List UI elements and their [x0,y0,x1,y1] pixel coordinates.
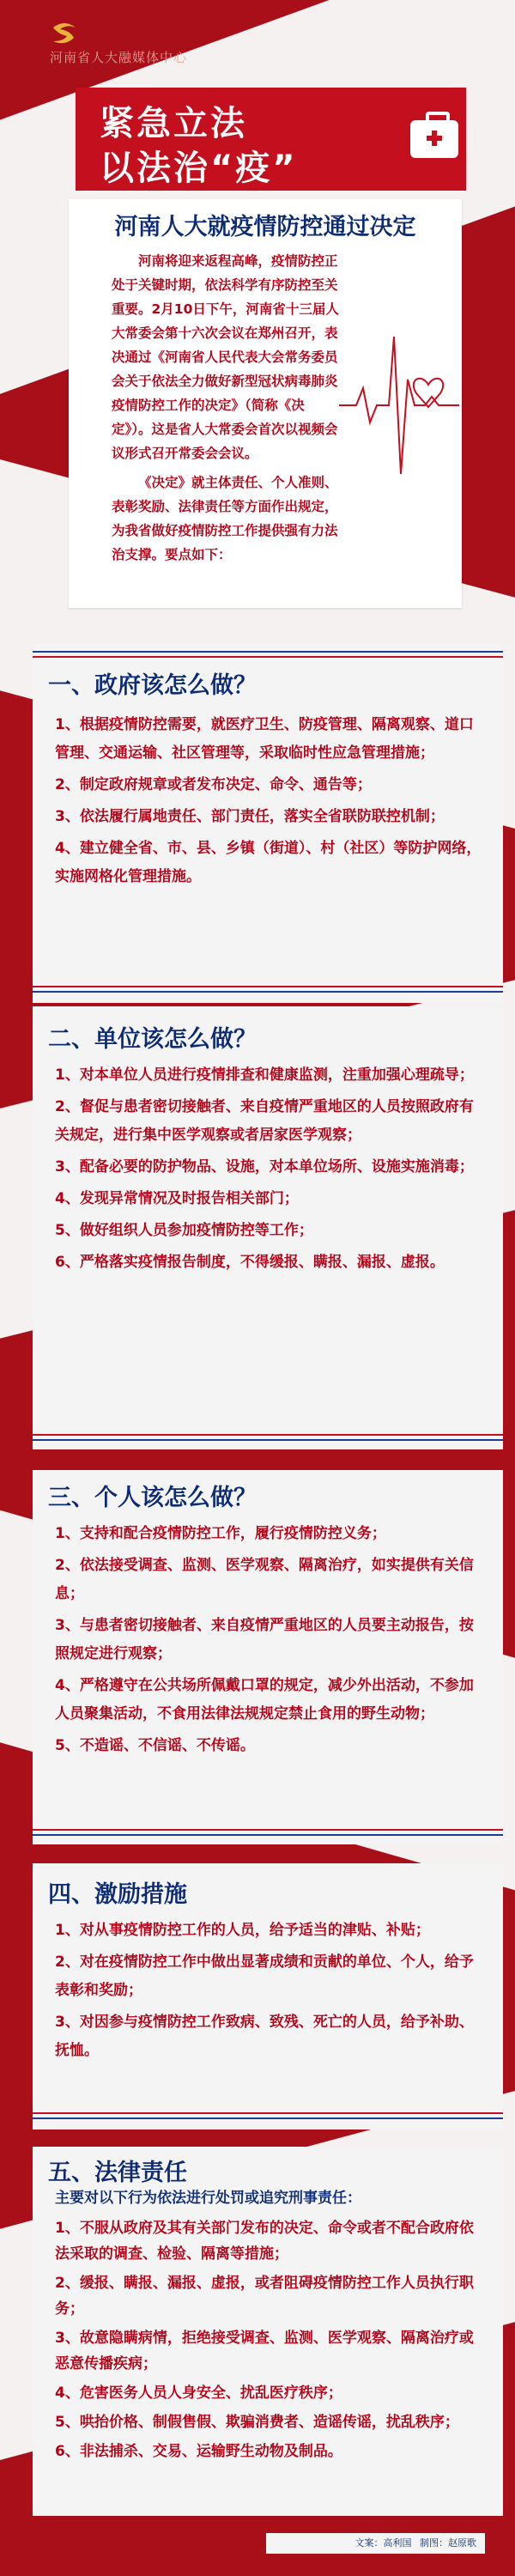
list-item: 2、缓报、瞒报、漏报、虚报，或者阻碍疫情防控工作人员执行职务； [55,2275,474,2318]
section-government [33,644,503,1003]
org-name: 河南省人大融媒体中心 [50,50,188,65]
list-item: 3、配备必要的防护物品、设施，对本单位场所、设施实施消毒； [55,1158,474,1176]
header [0,0,515,94]
headline-line2: 以法治“疫” [100,149,298,188]
design-credit: 制图：赵原歌 [420,2537,476,2549]
list-item: 1、对从事疫情防控工作的人员，给予适当的津贴、补贴； [55,1922,430,1939]
heartbeat-line-icon [339,302,459,500]
section-title: 三、个人该怎么做？ [48,1485,257,1511]
list-item: 3、依法履行属地责任、部门责任，落实全省联防联控机制； [55,808,445,825]
intro-body [112,249,339,572]
list-item: 5、不造谣、不信谣、不传谣。 [55,1737,255,1754]
intro-panel [69,199,462,608]
item-list [55,1520,482,1764]
list-item: 5、做好组织人员参加疫情防控等工作； [55,1222,313,1239]
list-item: 3、与患者密切接触者、来自疫情严重地区的人员要主动报告，按照规定进行观察； [55,1617,474,1662]
intro-title: 河南人大就疫情防控通过决定 [114,214,416,240]
section-legal-liability [33,2147,503,2516]
list-item: 3、对因参与疫情防控工作致病、致残、死亡的人员，给予补助、抚恤。 [55,2014,474,2059]
section-incentives [33,1863,503,2129]
list-item: 2、对在疫情防控工作中做出显著成绩和贡献的单位、个人，给予表彰和奖励； [55,1953,474,1999]
list-item: 5、哄抬价格、制假售假、欺骗消费者、造谣传谣，扰乱秩序； [55,2414,459,2431]
divider [33,1829,503,1831]
divider [33,986,503,987]
section-title: 一、政府该怎么做？ [48,672,257,699]
headline-line1: 紧急立法 [100,104,247,143]
list-item: 4、发现异常情况及时报告相关部门； [55,1190,299,1207]
list-item: 1、根据疫情防控需要，就医疗卫生、防疫管理、隔离观察、道口管理、交通运输、社区管理等，采取临时性应急管理措施； [55,716,474,762]
section-title: 四、激励措施 [48,1881,187,1908]
list-item: 2、督促与患者密切接触者、来自疫情严重地区的人员按照政府有关规定，进行集中医学观察或者居家医学观察； [55,1098,474,1144]
divider [33,2117,503,2119]
divider [33,2112,503,2114]
item-list [55,1917,482,2069]
item-list [55,2215,482,2468]
list-item: 2、依法接受调查、监测、医学观察、隔离治疗，如实提供有关信息； [55,1557,474,1602]
list-item: 2、制定政府规章或者发布决定、命令、通告等； [55,776,372,793]
divider [33,1434,503,1436]
medical-kit-icon [410,120,458,158]
intro-paragraph: 河南将迎来返程高峰，疫情防控正处于关键时期，依法科学有序防控至关重要。2月10日下午，河南省十三届人大常委会第十六次会议在郑州召开，表决通过《河南省人民代表大会常务委员会关于依法全力做好新型冠状病毒肺炎疫情防控工作的决定》（简称《决定》）。这是省人大常委会首次以视频会议形式召开常委会会议。 [112,253,339,461]
intro-paragraph: 《决定》就主体责任、个人准则、表彰奖励、法律责任等方面作出规定，为我省做好疫情防控工作提供强有力法治支撑。要点如下： [112,475,338,562]
text-credit: 文案：高利国 [354,2537,412,2549]
list-item: 1、不服从政府及其有关部门发布的决定、命令或者不配合政府依法采取的调查、检验、隔离等措施； [55,2220,474,2263]
hero-banner [76,88,466,191]
list-item: 4、危害医务人员人身安全、扰乱医疗秩序； [55,2385,342,2402]
list-item: 4、严格遵守在公共场所佩戴口罩的规定，减少外出活动，不参加人员聚集活动，不食用法律法规规定禁止食用的野生动物； [55,1677,474,1722]
list-item: 6、非法捕杀、交易、运输野生动物及制品。 [55,2443,342,2460]
section-title: 二、单位该怎么做？ [48,1026,257,1053]
divider [33,1834,503,1836]
divider [33,991,503,993]
section-units [33,1006,503,1449]
divider [33,656,503,658]
item-list [55,711,482,895]
list-item: 3、故意隐瞒病情，拒绝接受调查、监测、医学观察、隔离治疗或恶意传播疾病； [55,2330,474,2372]
org-logo-icon [50,21,79,46]
divider [33,1439,503,1441]
list-item: 6、严格落实疫情报告制度，不得缓报、瞒报、漏报、虚报。 [55,1254,445,1271]
list-item: 1、对本单位人员进行疫情排查和健康监测，注重加强心理疏导； [55,1066,474,1084]
list-item: 4、建立健全省、市、县、乡镇（街道）、村（社区）等防护网络，实施网格化管理措施。 [55,840,482,885]
divider [33,651,503,653]
list-item: 1、支持和配合疫情防控工作，履行疫情防控义务； [55,1525,386,1542]
section-individuals [33,1470,503,1844]
section-title: 五、法律责任 [48,2160,187,2186]
credits [266,2533,485,2554]
item-list [55,1061,482,1280]
section-subtitle: 主要对以下行为依法进行处罚或追究刑事责任： [55,2190,361,2207]
medical-cross-icon [427,131,442,146]
